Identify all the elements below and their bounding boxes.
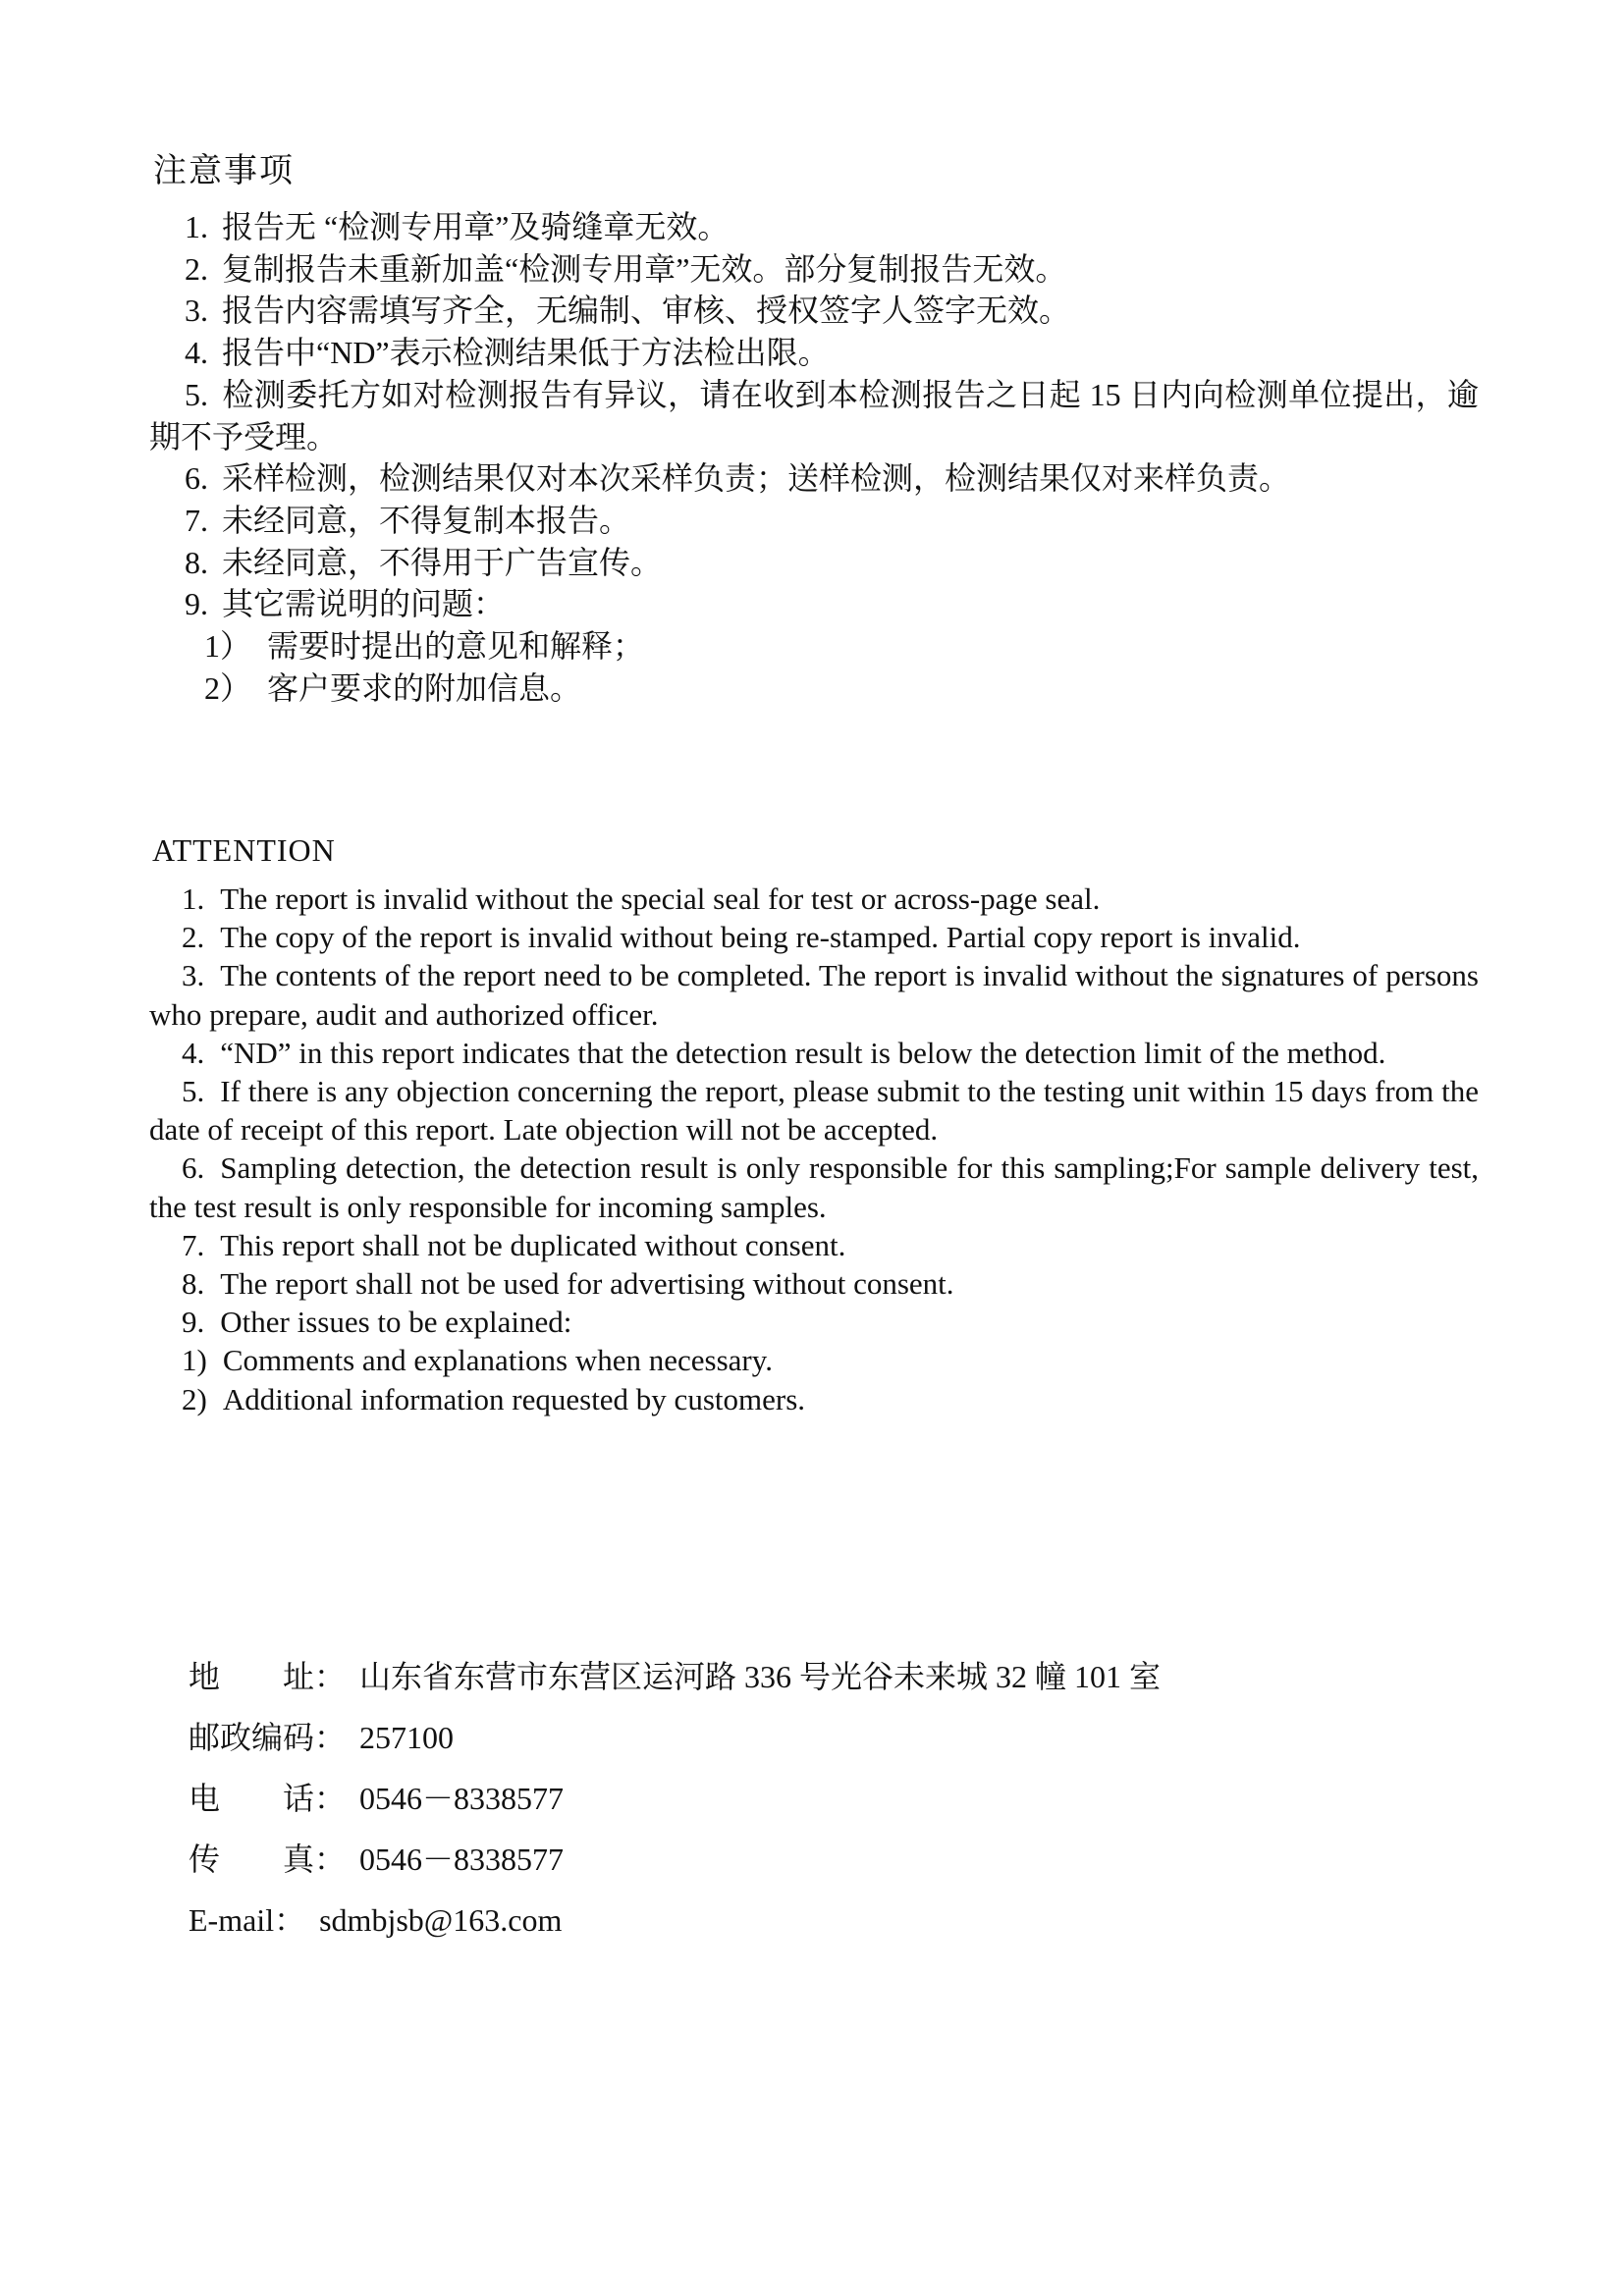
notice-cn-item: [149, 248, 1479, 291]
item-text: 客户要求的附加信息。: [267, 669, 582, 706]
item-text: 复制报告未重新加盖“检测专用章”无效。部分复制报告无效。: [222, 250, 1067, 287]
notice-en-subitem: [149, 1341, 1479, 1379]
email-label: E-mail：: [189, 1902, 306, 1938]
contact-postcode-row: [189, 1718, 1161, 1757]
item-text: 采样检测，检测结果仅对本次采样负责；送样检测，检测结果仅对来样负责。: [222, 460, 1291, 497]
item-number: 6.: [182, 1150, 205, 1186]
item-number: 9.: [182, 1305, 205, 1340]
notice-cn-item: [149, 542, 1479, 584]
item-number: 1.: [182, 881, 205, 916]
item-text: 检测委托方如对检测报告有异议，请在收到本检测报告之日起 15 日内向检测单位提出，逾期不予受理。: [149, 376, 1479, 454]
postcode-label: 邮政编码：: [189, 1720, 347, 1755]
notice-en-item: [149, 1264, 1479, 1303]
address-value: 山东省东营市东营区运河路 336 号光谷未来城 32 幢 101 室: [359, 1659, 1162, 1694]
notice-en-item: [149, 1148, 1479, 1225]
item-number: 1.: [185, 209, 208, 244]
item-text: The report is invalid without the special seal for test or across-page seal.: [220, 881, 1101, 916]
item-text: Other issues to be explained:: [220, 1305, 572, 1340]
phone-value: 0546－8338577: [359, 1781, 565, 1816]
item-number: 8.: [182, 1266, 205, 1302]
item-number: 2): [182, 1381, 207, 1416]
item-number: 3.: [185, 293, 208, 329]
notice-cn-item: [149, 583, 1479, 625]
notice-en-item: [149, 880, 1479, 918]
item-number: 2）: [204, 669, 252, 706]
notice-cn-title: 注意事项: [153, 153, 295, 189]
fax-value: 0546－8338577: [359, 1842, 565, 1877]
contact-fax-row: [189, 1840, 1161, 1879]
item-number: 3.: [182, 958, 205, 993]
item-text: 需要时提出的意见和解释；: [267, 628, 645, 665]
notice-en-item: [149, 1226, 1479, 1264]
item-text: The copy of the report is invalid without being re-stamped. Partial copy report is invalid.: [220, 920, 1301, 955]
item-text: This report shall not be duplicated without consent.: [220, 1227, 846, 1262]
item-number: 5.: [185, 376, 208, 412]
contact-email-row: [189, 1900, 1161, 1940]
contact-block: [189, 1657, 1161, 1961]
item-text: 报告内容需填写齐全，无编制、审核、授权签字人签字无效。: [222, 293, 1071, 329]
item-text: The report shall not be used for advertising without consent.: [220, 1266, 954, 1302]
item-text: 其它需说明的问题：: [222, 586, 506, 622]
notice-en-item: [149, 1303, 1479, 1341]
notice-cn-list: [149, 206, 1479, 709]
notice-en-title: ATTENTION: [152, 832, 336, 868]
phone-label: 电 话：: [189, 1781, 347, 1816]
item-text: Sampling detection, the detection result is only responsible for this sampling;For sample delivery test, the test result is only responsible for incoming samples.: [149, 1150, 1479, 1224]
email-value: sdmbjsb@163.com: [319, 1902, 563, 1938]
notice-en-item: [149, 1072, 1479, 1148]
item-number: 5.: [182, 1074, 205, 1109]
notice-cn-item: [149, 374, 1479, 457]
notice-en-list: [149, 880, 1479, 1418]
item-text: 报告无 “检测专用章”及骑缝章无效。: [222, 209, 730, 244]
notice-cn-item: [149, 332, 1479, 374]
notice-en-item: [149, 1034, 1479, 1072]
item-text: If there is any objection concerning the report, please submit to the testing unit within 15 days from the date of receipt of this report. Late objection will not be accepted.: [149, 1074, 1479, 1148]
address-label: 地 址：: [189, 1659, 347, 1694]
notice-cn-item: [149, 457, 1479, 500]
item-text: The contents of the report need to be completed. The report is invalid without the signatures of persons who prepare, audit and authorized officer.: [149, 958, 1479, 1032]
contact-address-row: [189, 1657, 1161, 1696]
notice-cn-subitem: [149, 667, 1479, 710]
item-number: 4.: [185, 335, 208, 371]
item-text: Comments and explanations when necessary.: [222, 1343, 773, 1378]
item-text: 报告中“ND”表示检测结果低于方法检出限。: [222, 335, 830, 371]
postcode-value: 257100: [359, 1720, 455, 1755]
item-number: 7.: [185, 502, 208, 538]
notice-cn-subitem: [149, 625, 1479, 667]
fax-label: 传 真：: [189, 1842, 347, 1877]
item-number: 6.: [185, 460, 208, 497]
notice-cn-item: [149, 290, 1479, 332]
notice-en-item: [149, 918, 1479, 956]
item-number: 1）: [204, 628, 252, 665]
item-text: Additional information requested by customers.: [222, 1381, 806, 1416]
notice-en-item: [149, 956, 1479, 1033]
notice-en-subitem: [149, 1380, 1479, 1418]
item-text: 未经同意，不得复制本报告。: [222, 502, 631, 538]
item-number: 8.: [185, 544, 208, 580]
item-number: 9.: [185, 586, 208, 622]
item-text: 未经同意，不得用于广告宣传。: [222, 544, 663, 580]
contact-phone-row: [189, 1779, 1161, 1818]
notice-cn-item: [149, 500, 1479, 542]
item-number: 2.: [185, 250, 208, 287]
item-number: 4.: [182, 1035, 205, 1070]
notice-cn-item: [149, 206, 1479, 248]
item-text: “ND” in this report indicates that the detection result is below the detection limit of the method.: [220, 1035, 1386, 1070]
item-number: 1): [182, 1343, 207, 1378]
item-number: 7.: [182, 1227, 205, 1262]
item-number: 2.: [182, 920, 205, 955]
